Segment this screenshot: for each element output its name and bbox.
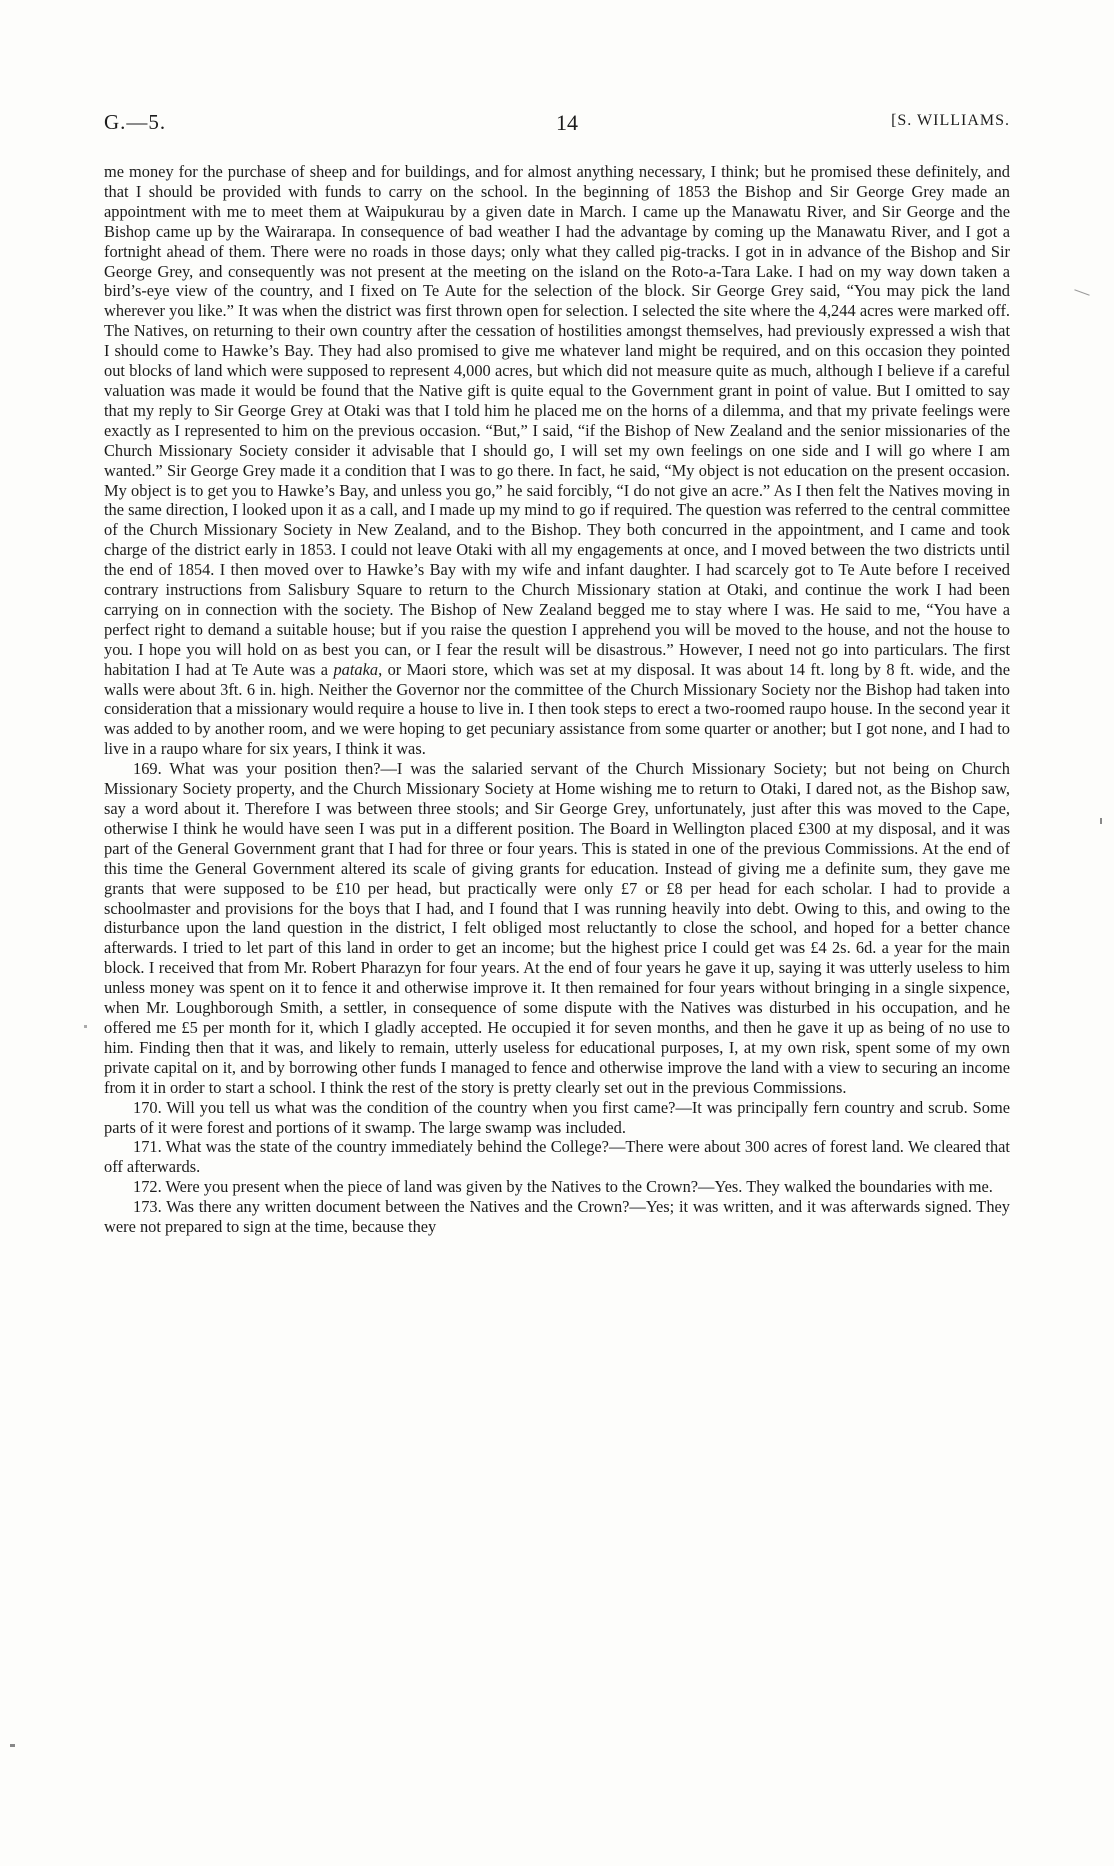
margin-mark	[84, 1025, 87, 1028]
body-text	[104, 162, 1010, 1237]
margin-mark	[1074, 289, 1089, 295]
witness-name: [S. WILLIAMS.	[891, 112, 1010, 129]
question-169: 169. What was your position then?—I was the salaried servant of the Church Missionary Society; but not being on Church Missionary Society property, and the Church Missionary Society at Home wishing me to return to Otaki, I dared not, as the Bishop saw, say a word about it. Therefore I was between three stools; and Sir George Grey, unfortunately, just after this was moved to the Cape, otherwise I think he would have seen I was put in a different position. The Board in Wellington placed £300 at my disposal, and it was part of the General Government grant that I had for three or four years. This is stated in one of the previous Commissions. At the end of this time the General Government altered its scale of giving grants for education. Instead of giving me a definite sum, they gave me grants that were supposed to be £10 per head, but practically were only £7 or £8 per head for each scholar. I had to provide a schoolmaster and provisions for the boys that I had, and I found that I was running heavily into debt. Owing to this, and owing to the disturbance upon the land question in the district, I felt obliged most reluctantly to close the school, and hoped for a better chance afterwards. I tried to let part of this land in order to get an income; but the highest price I could get was £4 2s. 6d. a year for the main block. I received that from Mr. Robert Pharazyn for four years. At the end of four years he gave it up, saying it was utterly useless to him unless money was spent on it to fence it and otherwise improve it. It then remained for four years without bringing in a single sixpence, when Mr. Loughborough Smith, a settler, in consequence of some dispute with the Natives was disturbed in his occupation, and he offered me £5 per month for it, which I gladly accepted. He occupied it for seven months, and then he gave it up as being of no use to him. Finding then that it was, and likely to remain, utterly useless for educational purposes, I, at my own risk, spent some of my own private capital on it, and by borrowing other funds I managed to fence and otherwise improve the land with a view to securing an income from it in order to start a school. I think the rest of the story is pretty clearly set out in the previous Commissions.	[104, 759, 1010, 1097]
question-171: 171. What was the state of the country immediately behind the College?—There were about 300 acres of forest land. We cleared that off afterwards.	[104, 1137, 1010, 1177]
question-173: 173. Was there any written document between the Natives and the Crown?—Yes; it was written, and it was afterwards signed. They were not prepared to sign at the time, because they	[104, 1197, 1010, 1237]
question-172: 172. Were you present when the piece of land was given by the Natives to the Crown?—Yes. They walked the boundaries with me.	[133, 1177, 993, 1197]
page-header	[104, 110, 1010, 142]
question-170: 170. Will you tell us what was the condition of the country when you first came?—It was principally fern country and scrub. Some parts of it were forest and portions of it swamp. The large swamp was included.	[104, 1097, 1010, 1137]
page-number: 14	[556, 110, 578, 135]
maori-word: pataka	[333, 659, 379, 679]
document-reference: G.—5.	[104, 110, 167, 134]
paragraph-continued: me money for the purchase of sheep and for buildings, and for almost anything necessary, I think; but he promised these definitely, and that I should be provided with funds to carry on the school. In the beginning of 1853 the Bishop and Sir George Grey made an appointment with me to meet them at Waipukurau by a given date in March. I came up the Manawatu River, and Sir George and the Bishop came up by the Wairarapa. In consequence of bad weather I had the advantage by coming up the Manawatu River, and I got a fortnight ahead of them. There were no roads in those days; only what they called pig-tracks. I got in in advance of the Bishop and Sir George Grey, and consequently was not present at the meeting on the island on the Roto-a-Tara Lake. I had on my way down taken a bird’s-eye view of the country, and I fixed on Te Aute for the selection of the block. Sir George Grey said, “You may pick the land wherever you like.” It was when the district was first thrown open for selection. I selected the site where the 4,244 acres were marked off. The Natives, on returning to their own country after the cessation of hostilities amongst themselves, had previously expressed a wish that I should come to Hawke’s Bay. They had also promised to give me whatever land might be required, and on this occasion they pointed out blocks of land which were supposed to represent 4,000 acres, but which did not measure quite as much, although I believe if a careful valuation was made it would be found that the Native gift is quite equal to the Government grant in point of value. But I omitted to say that my reply to Sir George Grey at Otaki was that I told him he placed me on the horns of a dilemma, and that my private feelings were exactly as I represented to him on the previous occasion. “But,” I said, “if the Bishop of New Zealand and the senior missionaries of the Church Missionary Society consider it advisable that I should go, I will set my own feelings on one side and I will go where I am wanted.” Sir George Grey made it a condition that I was to go there. In fact, he said, “My object is not education on the present occasion. My object is to get you to Hawke’s Bay, and unless you go,” he said forcibly, “I do not give an acre.” As I then felt the Natives moving in the same direction, I looked upon it as a call, and I made up my mind to go if required. The question was referred to the central committee of the Church Missionary Society in New Zealand, and to the Bishop. They both concurred in the appointment, and I came and took charge of the district early in 1853. I could not leave Otaki with all my engagements at once, and I moved between the two districts until the end of 1854. I then moved over to Hawke’s Bay with my wife and infant daughter. I had scarcely got to Te Aute before I received contrary instructions from Salisbury Square to return to the Church Missionary station at Otaki, and continue the work I had been carrying on in connection with the society. The Bishop of New Zealand begged me to stay where I was. He said to me, “You have a perfect right to demand a suitable house; but if you raise the question I apprehend you will be moved to the house, and not the house to you. I hope you will hold on as best you can, or I fear the result will be disastrous.” However, I need not go into particulars. The first habitation I had at Te Aute was a pataka, or Maori store, which was set at my disposal. It was about 14 ft. long by 8 ft. wide, and the walls were about 3ft. 6 in. high. Neither the Governor nor the committee of the Church Missionary Society nor the Bishop had taken into consideration that a missionary would require a house to live in. I then took steps to erect a two-roomed raupo house. In the second year it was added to by another room, and we were hoping to get pecuniary assistance from some quarter or another; but I got none, and I had to live in a raupo whare for six years, I think it was.	[104, 162, 1010, 759]
margin-mark	[1100, 818, 1102, 824]
margin-mark	[10, 1744, 15, 1747]
